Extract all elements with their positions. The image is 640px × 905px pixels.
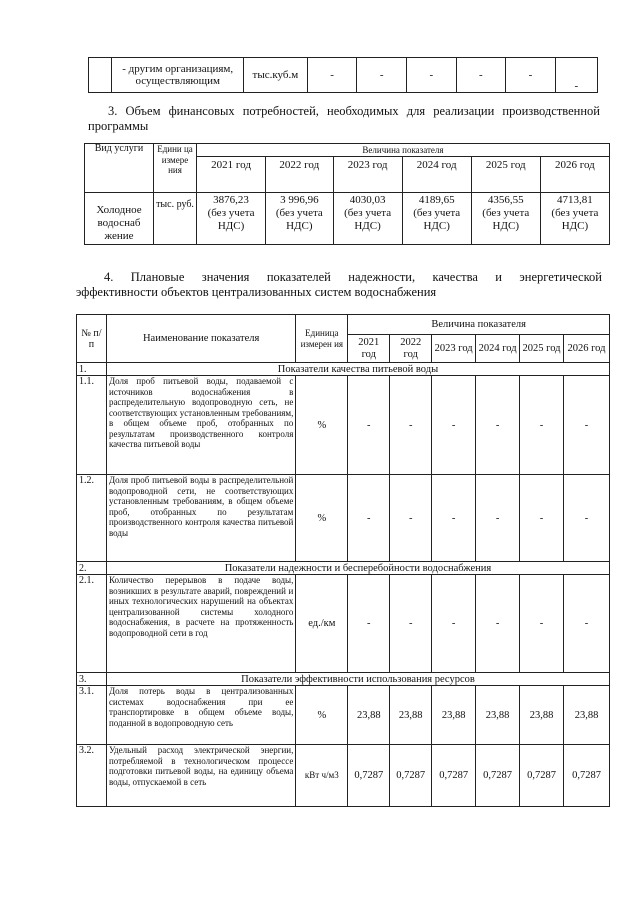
row-unit: кВт ч/м3: [296, 745, 348, 807]
row-value: -: [432, 376, 476, 475]
header-num: № п/п: [77, 315, 107, 363]
header-unit: Едини ца измере ния: [154, 144, 197, 193]
vat-note: (без учета НДС): [344, 207, 392, 232]
header-year: 2024 год: [476, 335, 520, 363]
row-value: -: [348, 575, 390, 673]
financial-value-cell: [471, 193, 540, 245]
row-value: -: [432, 475, 476, 562]
financial-value: 4030,03: [349, 194, 386, 206]
vat-note: (без учета НДС): [207, 207, 255, 232]
row-value: 0,7287: [390, 745, 432, 807]
row-value: -: [348, 376, 390, 475]
header-name: Наименование показателя: [106, 315, 295, 363]
header-year: 2025 год: [520, 335, 564, 363]
row-value: -: [520, 575, 564, 673]
financial-value-cell: [266, 193, 333, 245]
vat-note: (без учета НДС): [482, 207, 530, 232]
financial-value-cell: [540, 193, 609, 245]
indicators-table: [76, 314, 610, 807]
group-num: 1.: [77, 363, 107, 376]
row-name: Доля проб питьевой воды, подаваемой с источников водоснабжения в распределительную водопроводную сеть, не соответствующих установленным требованиям, в общем объеме проб, отобранных по результатам производственного контроля качества питьевой воды: [106, 376, 295, 475]
financial-needs-table: [84, 143, 610, 245]
header-year: 2021 год: [197, 157, 266, 193]
row-name: Количество перерывов в подаче воды, возникших в результате аварий, повреждений и иных технологических нарушений на объектах централизованной системы холодного водоснабжения, в расчете на протяженность водопроводной сети в год: [106, 575, 295, 673]
row-value: 0,7287: [432, 745, 476, 807]
header-year: 2022 год: [390, 335, 432, 363]
row-unit: %: [296, 475, 348, 562]
top-row-value: -: [555, 58, 597, 93]
financial-value-cell: [402, 193, 471, 245]
header-year: 2021 год: [348, 335, 390, 363]
row-value: -: [476, 575, 520, 673]
row-name: Доля проб питьевой воды в распределительной водопроводной сети, не соответствующих установленным требованиям, в общем объеме проб, отобранных по результатам производственного контроля качества питьевой воды: [106, 475, 295, 562]
section-4-heading-line1: 4. Плановые значения показателей надежности, качества и энергетической: [104, 270, 602, 284]
top-continuation-table: [88, 57, 598, 93]
section-3-heading-line2: программы: [88, 119, 149, 133]
row-value: -: [564, 475, 610, 562]
row-unit: %: [296, 686, 348, 745]
top-row-value: -: [506, 58, 556, 93]
row-unit: %: [296, 376, 348, 475]
top-row-empty-cell: [89, 58, 112, 93]
top-row-value: -: [307, 58, 357, 93]
top-row-unit: тыс.куб.м: [243, 58, 307, 93]
row-value: 0,7287: [520, 745, 564, 807]
row-unit: ед./км: [296, 575, 348, 673]
row-value: -: [390, 376, 432, 475]
financial-value-cell: [197, 193, 266, 245]
group-title: Показатели качества питьевой воды: [106, 363, 609, 376]
row-name: Удельный расход электрической энергии, потребляемой в технологическом процессе подготовки питьевой воды, на единицу объема воды, отпускаемой в сеть: [106, 745, 295, 807]
vat-note: (без учета НДС): [551, 207, 599, 232]
section-4-heading: [76, 270, 602, 300]
row-value: 23,88: [348, 686, 390, 745]
row-value: 23,88: [520, 686, 564, 745]
row-value: 23,88: [564, 686, 610, 745]
header-year: 2022 год: [266, 157, 333, 193]
row-value: 0,7287: [476, 745, 520, 807]
section-4-heading-line2: эффективности объектов централизованных систем водоснабжения: [76, 285, 437, 299]
group-num: 3.: [77, 673, 107, 686]
financial-value: 3876,23: [213, 194, 249, 206]
header-year: 2026 год: [540, 157, 609, 193]
row-value: 0,7287: [348, 745, 390, 807]
row-name: Доля потерь воды в централизованных системах водоснабжения при ее транспортировке в общем объеме воды, поданной в водопроводную сеть: [106, 686, 295, 745]
financial-value: 4356,55: [487, 194, 524, 206]
header-year: 2026 год: [564, 335, 610, 363]
financial-value: 3 996,96: [280, 194, 319, 206]
group-title: Показатели эффективности использования ресурсов: [106, 673, 609, 686]
vat-note: (без учета НДС): [413, 207, 461, 232]
group-num: 2.: [77, 562, 107, 575]
row-num: 1.1.: [77, 376, 107, 475]
financial-value-cell: [333, 193, 402, 245]
row-num: 3.1.: [77, 686, 107, 745]
row-num: 1.2.: [77, 475, 107, 562]
service-name: Холодное водоснаб жение: [85, 193, 154, 245]
vat-note: (без учета НДС): [275, 207, 323, 232]
section-3-heading-line1: 3. Объем финансовых потребностей, необходимых для реализации производственной: [108, 104, 600, 118]
row-value: -: [432, 575, 476, 673]
group-title: Показатели надежности и бесперебойности водоснабжения: [106, 562, 609, 575]
row-value: 23,88: [476, 686, 520, 745]
header-service: Вид услуги: [85, 144, 154, 193]
row-value: -: [564, 376, 610, 475]
header-year: 2023 год: [333, 157, 402, 193]
header-year: 2024 год: [402, 157, 471, 193]
row-value: -: [348, 475, 390, 562]
row-value: -: [520, 376, 564, 475]
row-num: 3.2.: [77, 745, 107, 807]
header-unit: Единица измерен ия: [296, 315, 348, 363]
header-year: 2023 год: [432, 335, 476, 363]
row-value: 0,7287: [564, 745, 610, 807]
row-value: -: [476, 475, 520, 562]
top-row-label: - другим организациям, осуществляющим: [112, 58, 243, 93]
row-value: -: [390, 575, 432, 673]
header-value-group: Величина показателя: [348, 315, 610, 335]
section-3-heading: [88, 104, 600, 134]
financial-value: 4713,81: [557, 194, 593, 206]
top-row-value: -: [357, 58, 407, 93]
service-unit: тыс. руб.: [154, 193, 197, 245]
row-value: 23,88: [390, 686, 432, 745]
financial-value: 4189,65: [418, 194, 455, 206]
row-value: -: [520, 475, 564, 562]
top-row-value: -: [406, 58, 456, 93]
row-value: -: [390, 475, 432, 562]
header-value-group: Величина показателя: [197, 144, 610, 157]
row-value: -: [476, 376, 520, 475]
row-value: 23,88: [432, 686, 476, 745]
row-value: -: [564, 575, 610, 673]
top-row-value: -: [456, 58, 506, 93]
row-num: 2.1.: [77, 575, 107, 673]
header-year: 2025 год: [471, 157, 540, 193]
